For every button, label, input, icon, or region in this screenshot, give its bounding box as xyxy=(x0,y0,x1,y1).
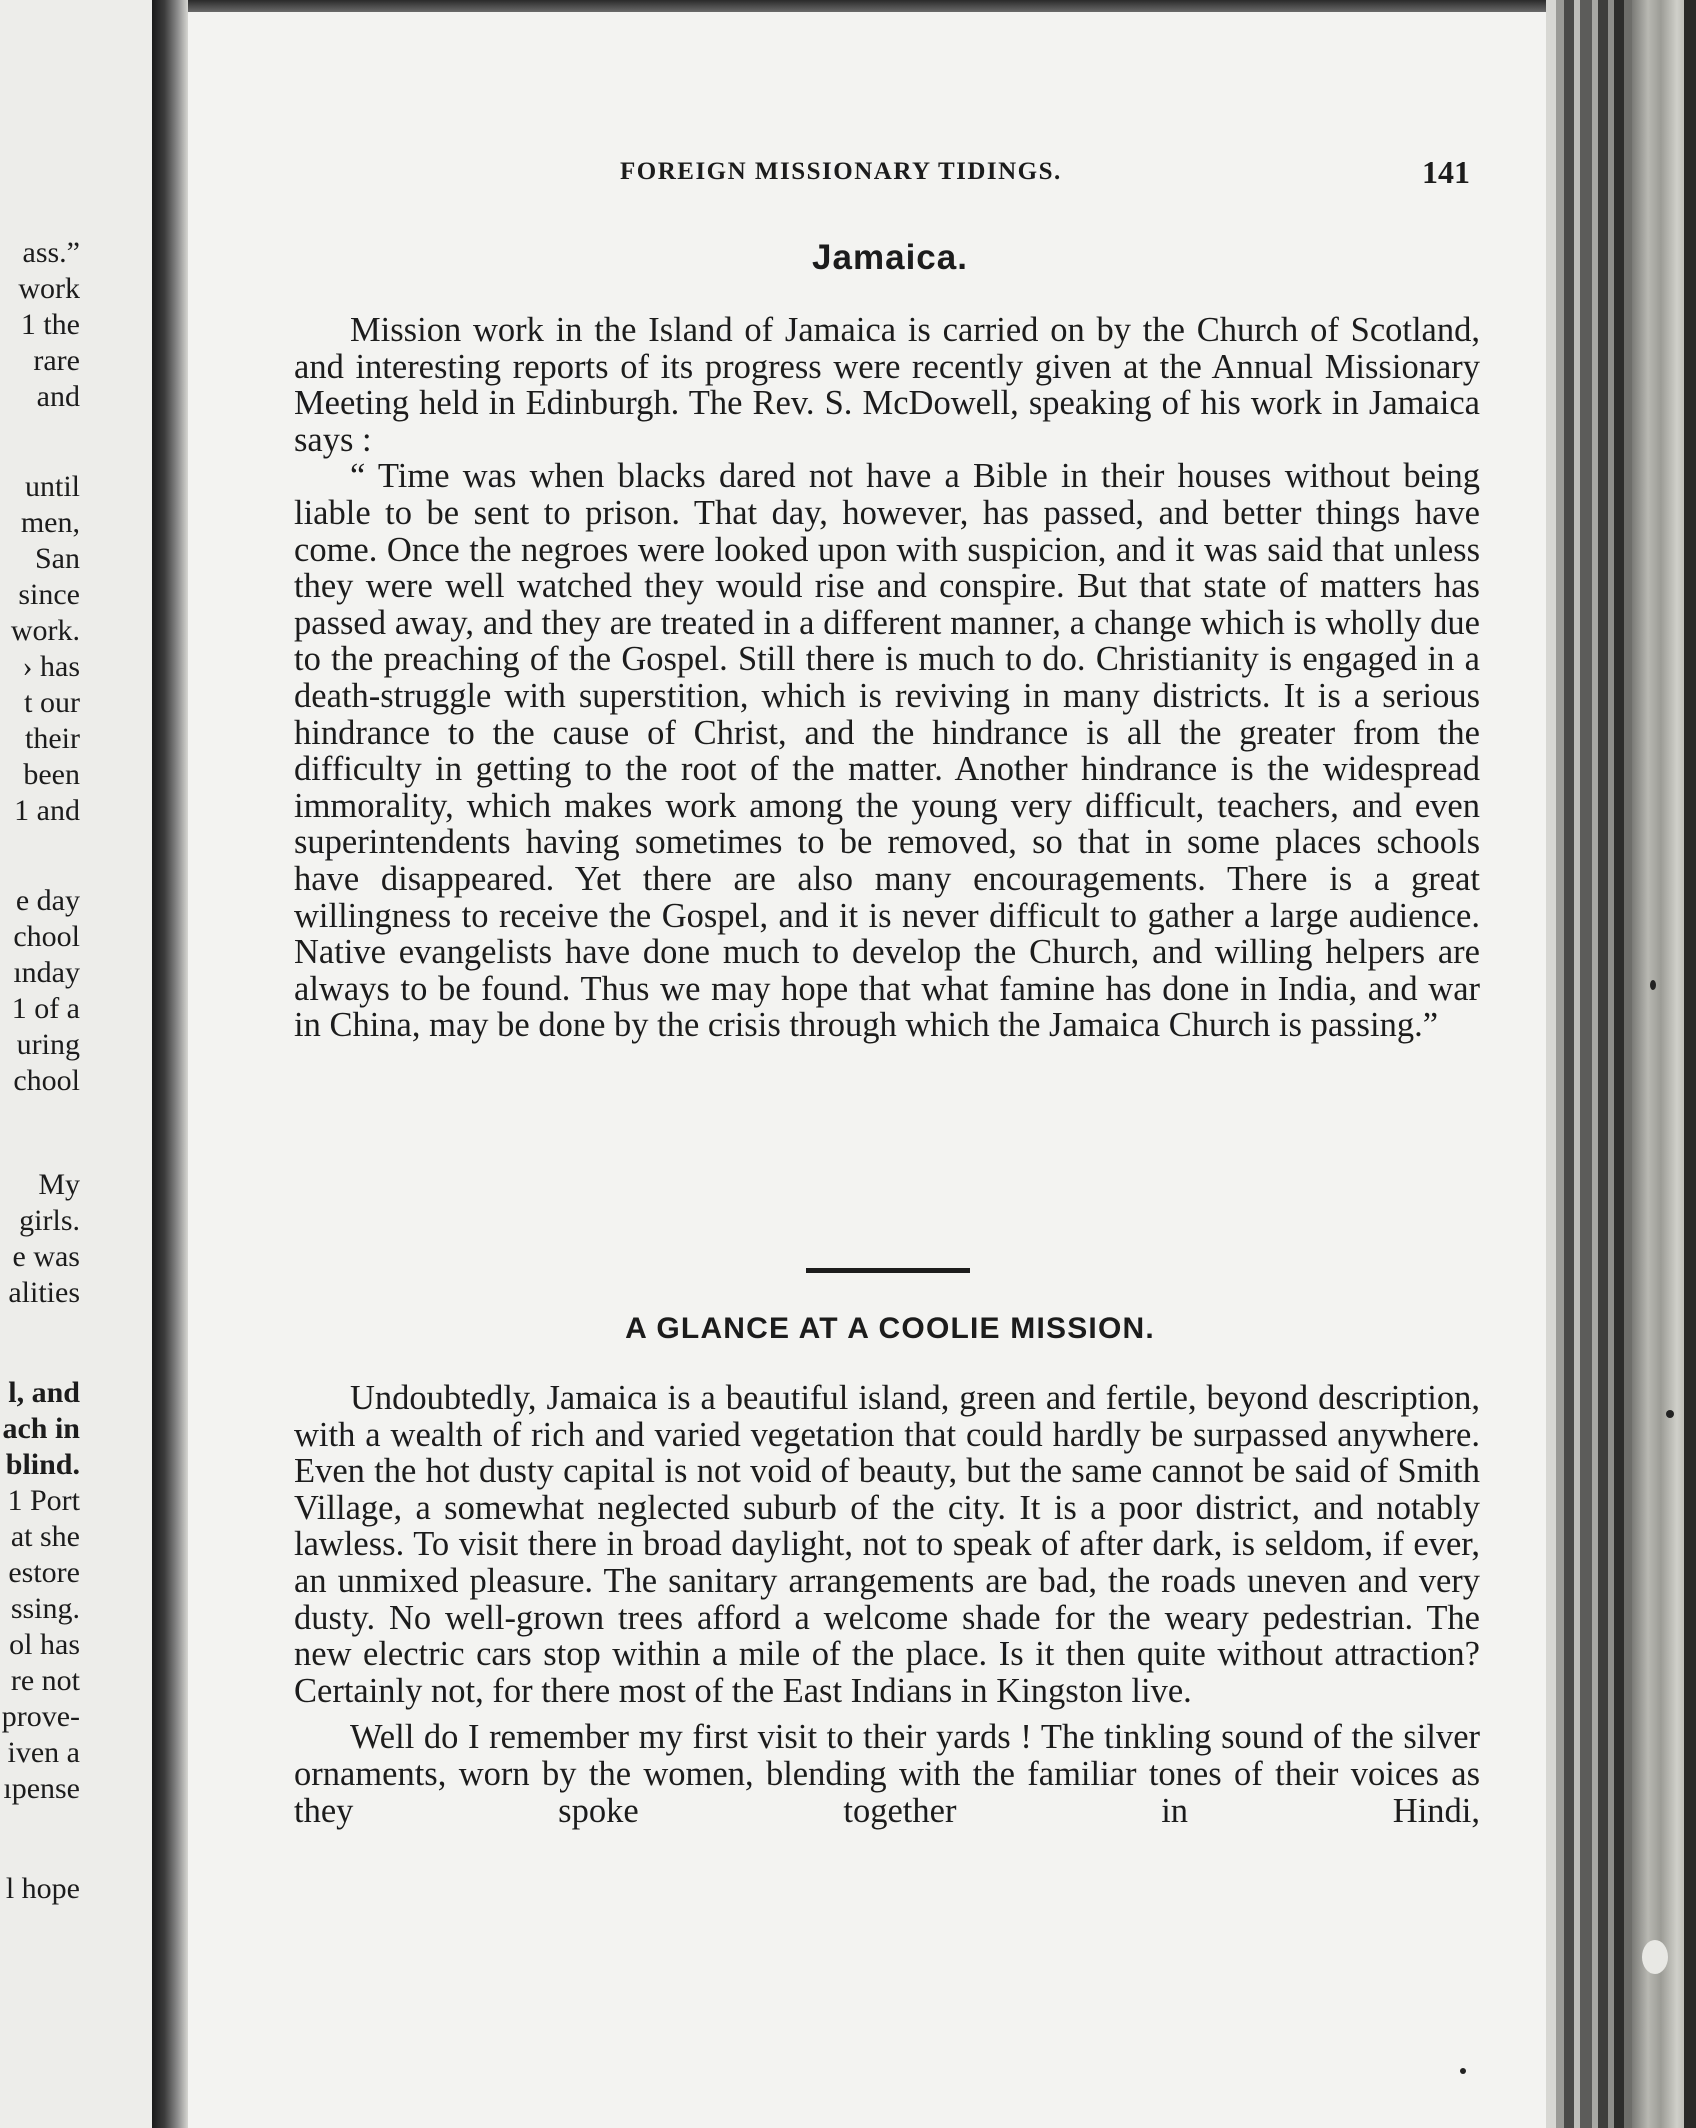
left-fragment-line: 1 the xyxy=(20,308,80,341)
left-fragment-line: l, and xyxy=(8,1376,80,1409)
left-fragment-line: e was xyxy=(12,1240,80,1273)
left-fragment-line: prove- xyxy=(1,1700,80,1733)
left-fragment-line: ınday xyxy=(13,956,80,989)
left-fragment-line: › has xyxy=(22,650,80,683)
left-fragment-line: their xyxy=(25,722,80,755)
section-divider xyxy=(806,1268,970,1273)
paragraph-intro: Mission work in the Island of Jamaica is carried on by the Church of Scotland, and interesting reports of its progress were recently given at the Annual Missionary Meeting held in Edinburgh. The Rev. S. McDowell, speaking of his work in Jamaica says : xyxy=(294,311,1480,459)
left-fragment-line: at she xyxy=(10,1520,80,1553)
article-body-coolie-mission xyxy=(294,1380,1480,1829)
left-fragment-line: re not xyxy=(10,1664,80,1697)
left-fragment-line: iven a xyxy=(7,1736,80,1769)
left-fragment-line: been xyxy=(23,758,80,791)
paragraph-quote: “ Time was when blacks dared not have a Bible in their houses without being liable to be sent to prison. That day, however, has passed, and better things have come. Once the negroes were looked upon with suspicion, and it was said that unless they were well watched they would rise and conspire. But that state of matters has passed away, and they are treated in a different manner, a change which is wholly due to the preaching of the Gospel. Still there is much to do. Christianity is engaged in a death-struggle with superstition, which is reviving in many districts. It is a serious hindrance to the cause of Christ, and the hindrance is all the greater from the difficulty in getting to the root of the matter. Another hindrance is the widespread immorality, which makes work among the young very difficult, teachers, and even superintendents having sometimes to be removed, so that in some places schools have disappeared. Yet there are also many encouragements. There is a great willingness to receive the Gospel, and it is never difficult to gather a large audience. Native evangelists have done much to develop the Church, and willing helpers are always to be found. Thus we may hope that what famine has done in India, and war in China, may be done by the crisis through which the Jamaica Church is passing.” xyxy=(294,457,1480,1045)
left-fragment-line: alities xyxy=(8,1276,80,1309)
left-fragment-line: girls. xyxy=(19,1204,80,1237)
left-page-fragment xyxy=(0,0,152,2128)
article-title-jamaica: Jamaica. xyxy=(812,238,968,277)
left-fragment-line: uring xyxy=(16,1028,80,1061)
left-fragment-line: chool xyxy=(13,1064,80,1097)
page-number: 141 xyxy=(1422,154,1470,190)
speck xyxy=(1460,2068,1466,2074)
left-fragment-line: since xyxy=(18,578,80,611)
left-fragment-line: rare xyxy=(33,344,80,377)
left-fragment-line: 1 and xyxy=(14,794,80,827)
left-fragment-line: men, xyxy=(20,506,80,539)
book-gutter xyxy=(152,0,188,2128)
left-fragment-line: ass.” xyxy=(22,236,80,269)
left-fragment-line: blind. xyxy=(5,1448,80,1481)
left-fragment-line: ol has xyxy=(9,1628,80,1661)
article-body-jamaica xyxy=(294,312,1480,1044)
left-fragment-line: and xyxy=(36,380,80,413)
page-edges xyxy=(1546,0,1696,2128)
left-fragment-line: until xyxy=(24,470,80,503)
left-fragment-line: 1 of a xyxy=(11,992,80,1025)
left-fragment-line: ach in xyxy=(2,1412,80,1445)
paragraph-2: Well do I remember my first visit to their yards ! The tinkling sound of the silver ornaments, worn by the women, blending with the familiar tones of their voices as they spoke together in Hindi, xyxy=(294,1718,1480,1830)
running-title: FOREIGN MISSIONARY TIDINGS. xyxy=(620,158,1062,185)
left-fragment-line: ssing. xyxy=(10,1592,80,1625)
running-head xyxy=(430,154,1470,198)
paragraph-1: Undoubtedly, Jamaica is a beautiful island, green and fertile, beyond description, with a wealth of rich and varied vegetation that could hardly be surpassed anywhere. Even the hot dusty capital is not void of beauty, but the same cannot be said of Smith Village, a somewhat neglected suburb of the city. It is a poor district, and notably lawless. To visit there in broad daylight, not to speak of after dark, is seldom, if ever, an unmixed pleasure. The sanitary arrangements are bad, the roads uneven and very dusty. No well-grown trees afford a welcome shade for the weary pedestrian. The new electric cars stop within a mile of the place. Is it then quite without attraction? Certainly not, for there most of the East Indians in Kingston live. xyxy=(294,1379,1480,1710)
left-fragment-line: 1 Port xyxy=(7,1484,80,1517)
left-fragment-line: t our xyxy=(24,686,80,719)
left-fragment-line: ıpense xyxy=(3,1772,80,1805)
left-fragment-line: e day xyxy=(15,884,80,917)
left-fragment-line: My xyxy=(38,1168,80,1201)
article-title-coolie-mission: A GLANCE AT A COOLIE MISSION. xyxy=(625,1312,1155,1345)
left-fragment-line: San xyxy=(35,542,80,575)
top-edge-shadow xyxy=(120,0,1560,12)
left-fragment-line: l hope xyxy=(5,1872,80,1905)
left-fragment-line: chool xyxy=(13,920,80,953)
left-fragment-line: work. xyxy=(10,614,80,647)
left-fragment-line: work xyxy=(18,272,80,305)
left-fragment-line: estore xyxy=(8,1556,80,1589)
